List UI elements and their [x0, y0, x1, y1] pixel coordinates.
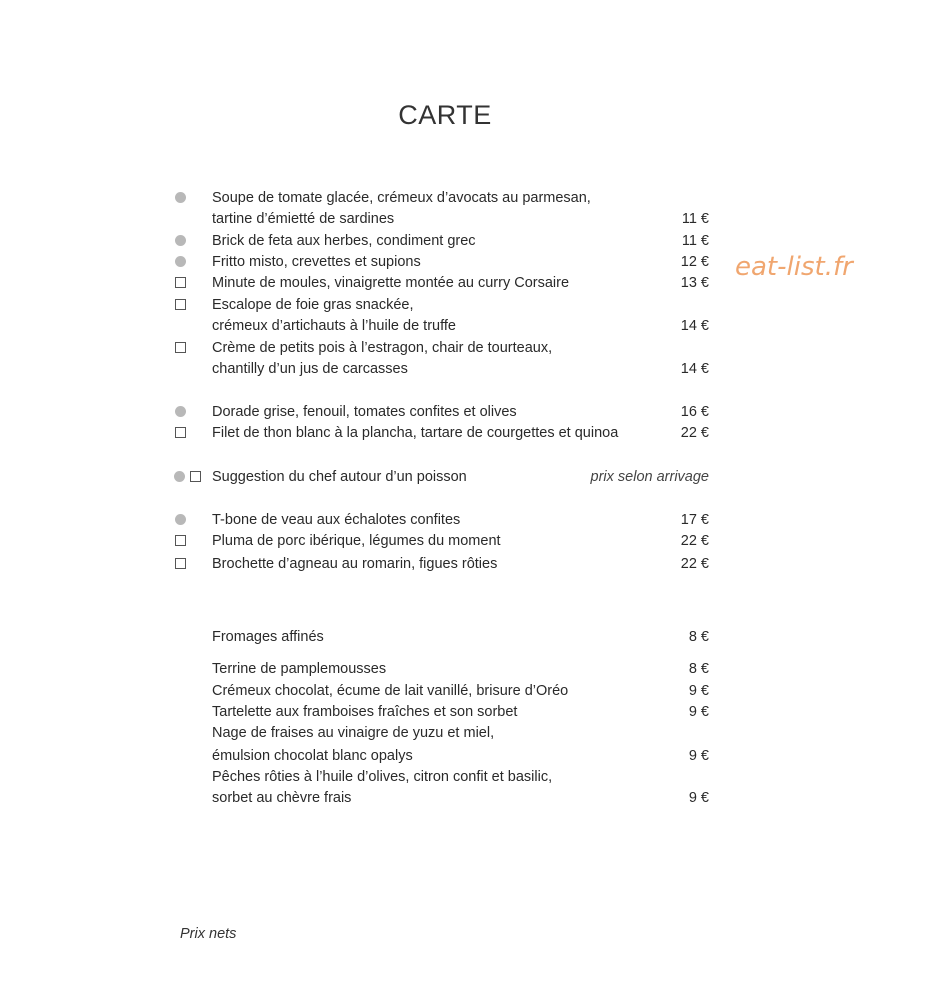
- menu-line: [212, 723, 709, 743]
- square-outline-icon: [175, 342, 186, 353]
- menu-line: [212, 423, 709, 443]
- menu-item-text: Terrine de pamplemousses: [212, 661, 387, 677]
- menu-item-text: sorbet au chèvre frais: [212, 790, 352, 806]
- menu-item-text: Brochette d’agneau au romarin, figues rôties: [212, 556, 498, 572]
- menu-line: [212, 467, 709, 487]
- menu-item-price: 16 €: [680, 404, 709, 420]
- menu-item-text: crémeux d’artichauts à l’huile de truffe: [212, 318, 456, 334]
- menu-line: [212, 531, 709, 551]
- menu-item-price: 12 €: [680, 254, 709, 270]
- grey-dot-icon: [175, 514, 186, 525]
- menu-item-text: chantilly d’un jus de carcasses: [212, 361, 408, 377]
- menu-line: [212, 681, 709, 701]
- menu-item-text: Crémeux chocolat, écume de lait vanillé, brisure d’Oréo: [212, 683, 569, 699]
- menu-item-price: 8 €: [688, 661, 709, 677]
- square-outline-icon: [175, 277, 186, 288]
- menu-item-text: Minute de moules, vinaigrette montée au curry Corsaire: [212, 275, 570, 291]
- menu-item-price: 9 €: [688, 683, 709, 699]
- menu-item-text: Dorade grise, fenouil, tomates confites et olives: [212, 404, 517, 420]
- square-outline-icon: [175, 299, 186, 310]
- menu-item-text: Filet de thon blanc à la plancha, tartare de courgettes et quinoa: [212, 425, 619, 441]
- menu-line: [212, 510, 709, 530]
- menu-item-text: Suggestion du chef autour d’un poisson: [212, 469, 467, 485]
- menu-item-text: Nage de fraises au vinaigre de yuzu et miel,: [212, 725, 495, 741]
- square-outline-icon: [190, 471, 201, 482]
- menu-item-text: Pêches rôties à l’huile d’olives, citron confit et basilic,: [212, 769, 553, 785]
- menu-item-price: 14 €: [680, 361, 709, 377]
- grey-dot-icon: [174, 471, 185, 482]
- menu-item-text: Escalope de foie gras snackée,: [212, 297, 414, 313]
- menu-line: [212, 767, 709, 787]
- menu-item-text: Fromages affinés: [212, 629, 324, 645]
- menu-item-text: Pluma de porc ibérique, légumes du moment: [212, 533, 501, 549]
- menu-item-text: Crème de petits pois à l’estragon, chair de tourteaux,: [212, 340, 553, 356]
- grey-dot-icon: [175, 192, 186, 203]
- watermark: eat-list.fr: [735, 252, 853, 282]
- menu-line: [212, 554, 709, 574]
- menu-item-price: 11 €: [681, 211, 709, 227]
- menu-line: [212, 659, 709, 679]
- grey-dot-icon: [175, 235, 186, 246]
- menu-line: [212, 295, 709, 315]
- menu-item-price: 17 €: [680, 512, 709, 528]
- menu-item-price: 13 €: [680, 275, 709, 291]
- menu-line: [212, 788, 709, 808]
- menu-item-text: Brick de feta aux herbes, condiment grec: [212, 233, 476, 249]
- menu-item-text: Soupe de tomate glacée, crémeux d’avocats au parmesan,: [212, 190, 591, 206]
- menu-item-price: 11 €: [681, 233, 709, 249]
- grey-dot-icon: [175, 256, 186, 267]
- menu-item-text: tartine d’émietté de sardines: [212, 211, 395, 227]
- square-outline-icon: [175, 558, 186, 569]
- menu-item-price: 9 €: [688, 790, 709, 806]
- menu-line: [212, 209, 709, 229]
- menu-item-price: 22 €: [680, 425, 709, 441]
- menu-item-price: 22 €: [680, 533, 709, 549]
- menu-item-price: 14 €: [680, 318, 709, 334]
- menu-item-text: T-bone de veau aux échalotes confites: [212, 512, 461, 528]
- menu-item-text: émulsion chocolat blanc opalys: [212, 748, 413, 764]
- square-outline-icon: [175, 535, 186, 546]
- menu-line: [212, 252, 709, 272]
- menu-line: [212, 627, 709, 647]
- menu-line: [212, 702, 709, 722]
- menu-item-text: Fritto misto, crevettes et supions: [212, 254, 421, 270]
- square-outline-icon: [175, 427, 186, 438]
- menu-line: [212, 231, 709, 251]
- grey-dot-icon: [175, 406, 186, 417]
- menu-line: [212, 316, 709, 336]
- menu-line: [212, 746, 709, 766]
- menu-item-price: 8 €: [688, 629, 709, 645]
- menu-item-text: Tartelette aux framboises fraîches et son sorbet: [212, 704, 518, 720]
- menu-item-price: 22 €: [680, 556, 709, 572]
- menu-line: [212, 338, 709, 358]
- menu-line: [212, 273, 709, 293]
- menu-item-price: 9 €: [688, 748, 709, 764]
- menu-item-price: prix selon arrivage: [590, 469, 709, 485]
- menu-line: [212, 188, 709, 208]
- menu-line: [212, 402, 709, 422]
- menu-line: [212, 359, 709, 379]
- menu-title: CARTE: [398, 100, 492, 130]
- footer-note: Prix nets: [180, 926, 237, 942]
- menu-item-price: 9 €: [688, 704, 709, 720]
